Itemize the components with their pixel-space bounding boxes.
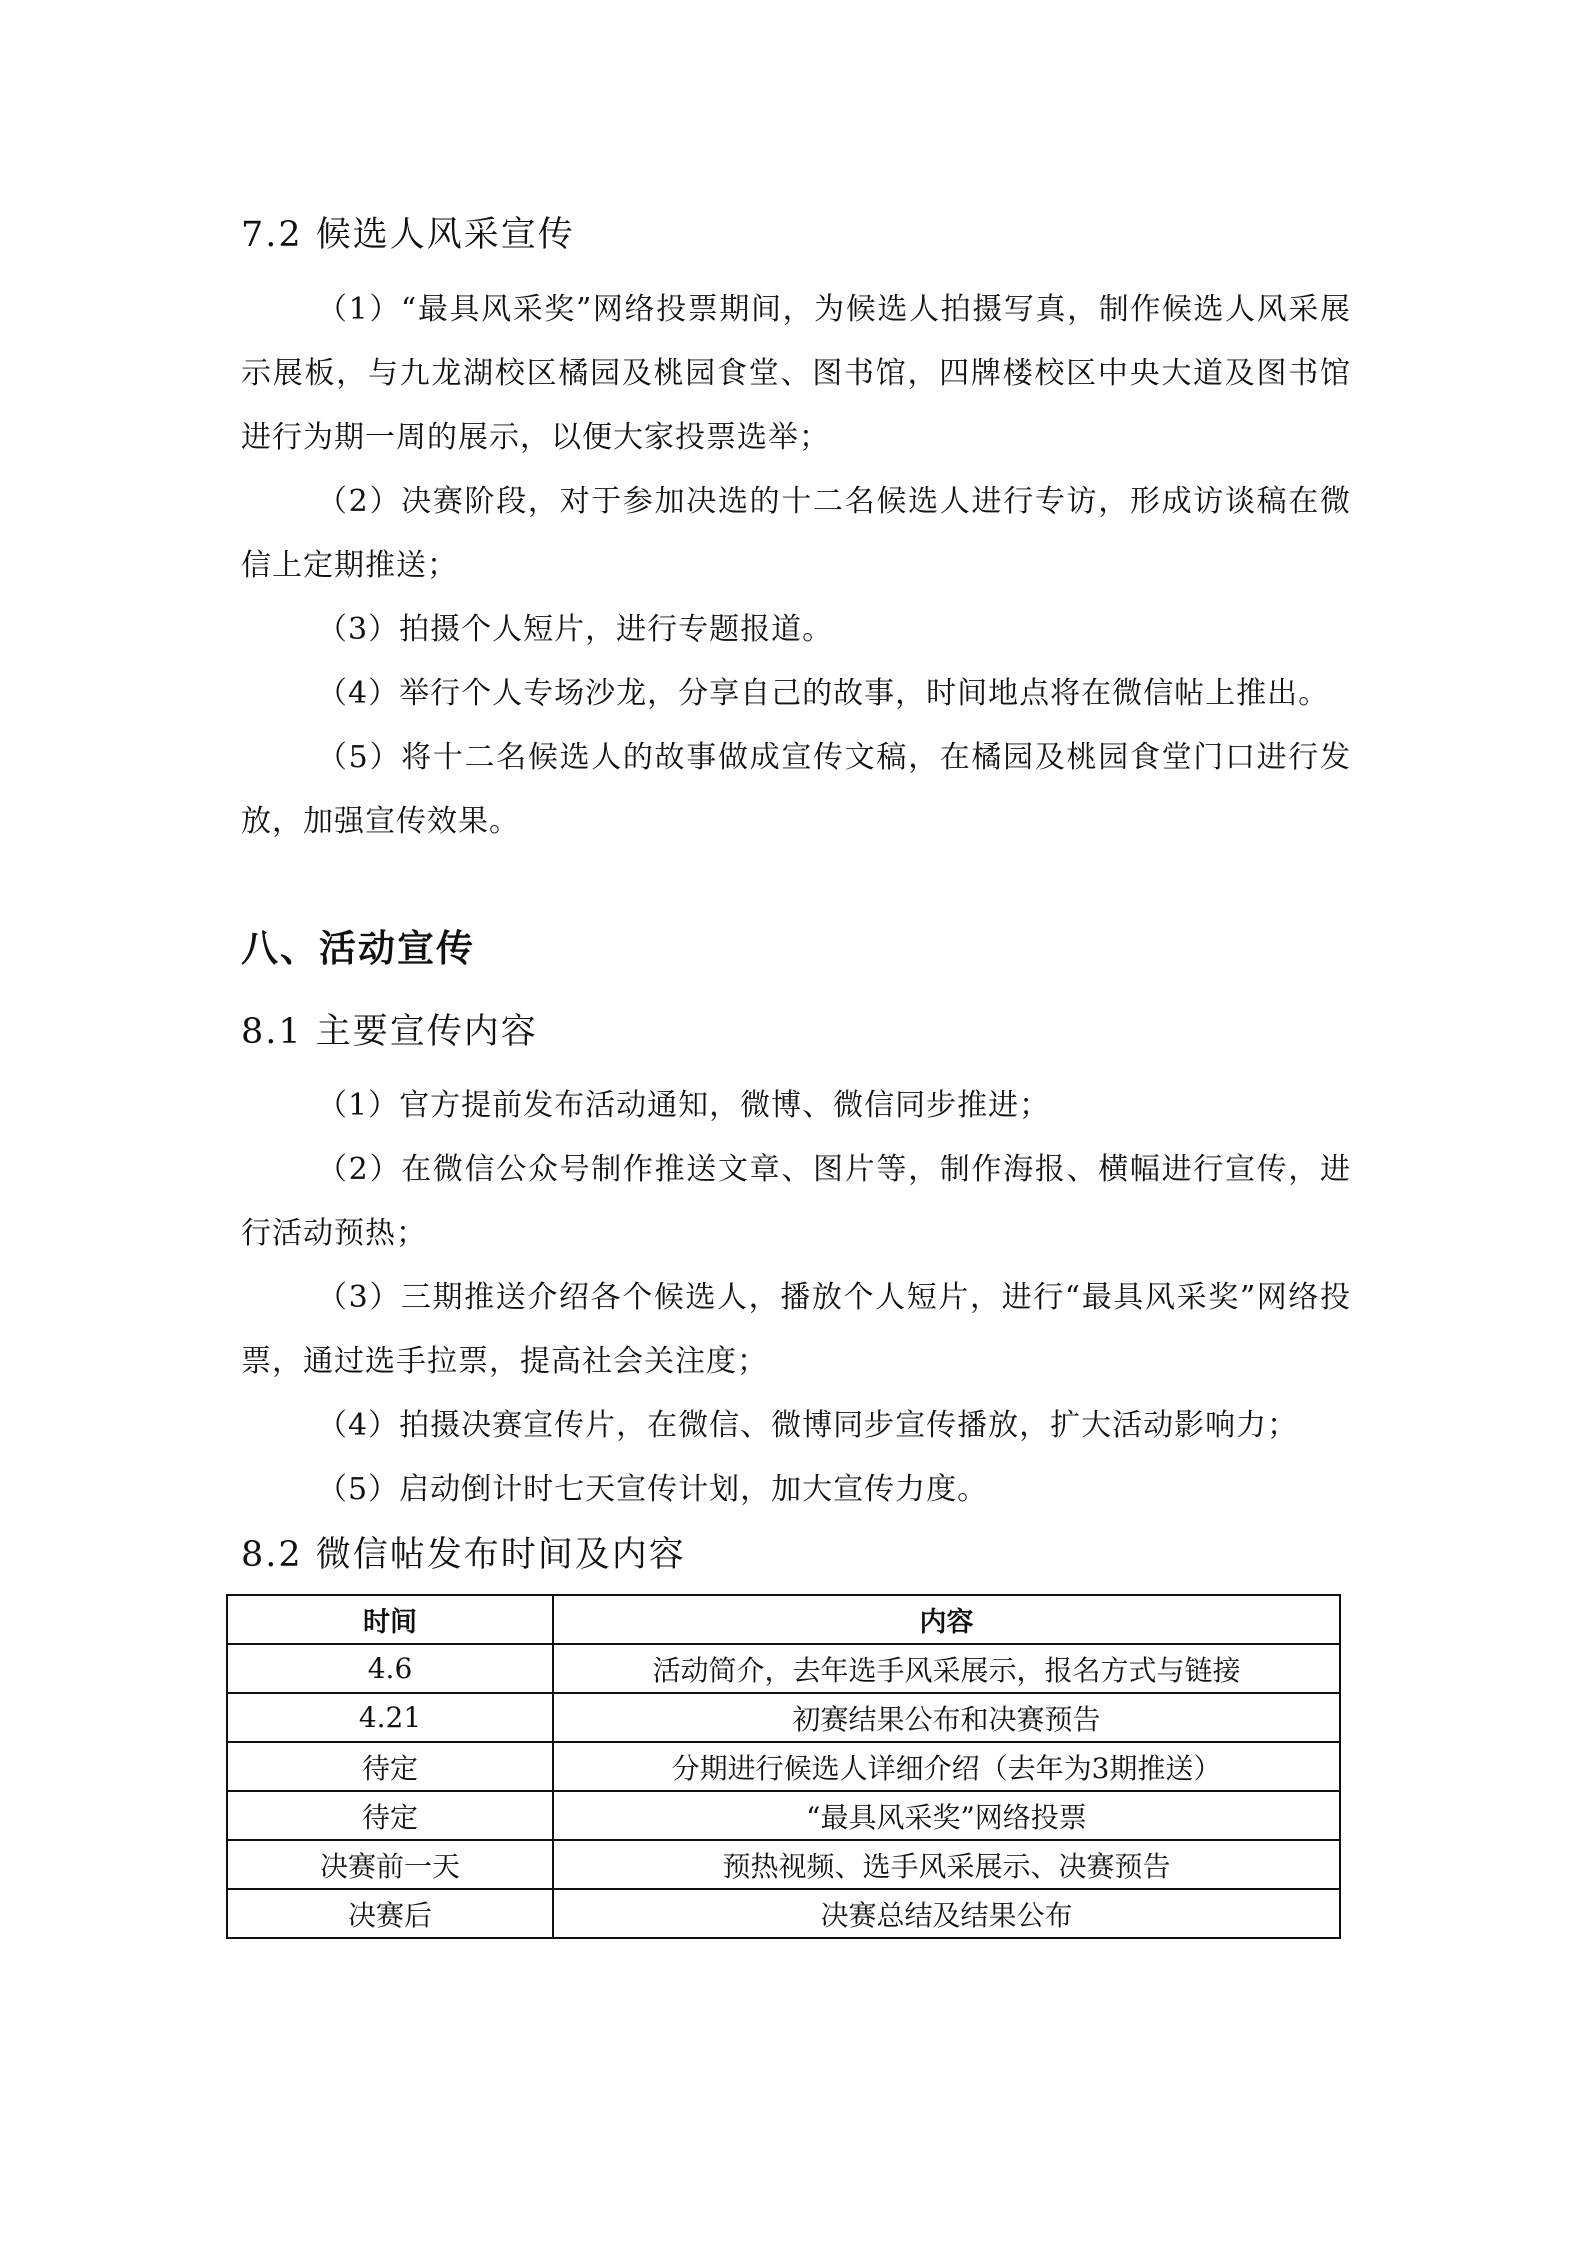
table-row: [227, 1644, 1340, 1693]
section-heading-8-2: 8.2 微信帖发布时间及内容: [241, 1535, 686, 1575]
table-cell-time: 待定: [227, 1791, 553, 1840]
paragraph-7-2-item-4: （4）举行个人专场沙龙，分享自己的故事，时间地点将在微信帖上推出。: [317, 676, 1330, 711]
paragraph-8-1-item-2: （2）在微信公众号制作推送文章、图片等，制作海报、横幅进行宣传，进行活动预热；: [241, 1152, 1351, 1251]
table-header-time: 时间: [227, 1595, 553, 1644]
table-row: [227, 1840, 1340, 1889]
paragraph-7-2-item-2: （2）决赛阶段，对于参加决选的十二名候选人进行专访，形成访谈稿在微信上定期推送；: [241, 484, 1351, 583]
section-heading-7-2: 7.2 候选人风采宣传: [241, 215, 575, 255]
table-row: [227, 1693, 1340, 1742]
table-row: [227, 1742, 1340, 1791]
table-cell-content: “最具风采奖”网络投票: [553, 1791, 1340, 1840]
paragraph-8-1-item-3: （3）三期推送介绍各个候选人，播放个人短片，进行“最具风采奖”网络投票，通过选手拉票，提高社会关注度；: [241, 1280, 1351, 1379]
wechat-post-schedule-table: [226, 1594, 1341, 1939]
paragraph-7-2-item-5: （5）将十二名候选人的故事做成宣传文稿，在橘园及桃园食堂门口进行发放，加强宣传效果。: [241, 740, 1351, 839]
paragraph-8-1-item-4: （4）拍摄决赛宣传片，在微信、微博同步宣传播放，扩大活动影响力；: [317, 1408, 1299, 1443]
paragraph-8-1-item-1: （1）官方提前发布活动通知，微博、微信同步推进；: [317, 1088, 1051, 1123]
table-header-content: 内容: [553, 1595, 1340, 1644]
table-cell-time: 4.21: [227, 1693, 553, 1742]
table-cell-time: 决赛后: [227, 1889, 553, 1938]
section-heading-8-1: 8.1 主要宣传内容: [241, 1012, 538, 1052]
section-heading-8: 八、活动宣传: [241, 927, 475, 970]
table-cell-content: 决赛总结及结果公布: [553, 1889, 1340, 1938]
paragraph-7-2-item-3: （3）拍摄个人短片，进行专题报道。: [317, 612, 834, 647]
table-cell-content: 活动简介，去年选手风采展示，报名方式与链接: [553, 1644, 1340, 1693]
table-cell-content: 分期进行候选人详细介绍（去年为3期推送）: [553, 1742, 1340, 1791]
paragraph-8-1-item-5: （5）启动倒计时七天宣传计划，加大宣传力度。: [317, 1472, 989, 1507]
table-cell-time: 决赛前一天: [227, 1840, 553, 1889]
table-row: [227, 1889, 1340, 1938]
table-header-row: [227, 1595, 1340, 1644]
table-row: [227, 1791, 1340, 1840]
table-cell-time: 待定: [227, 1742, 553, 1791]
paragraph-7-2-item-1: （1）“最具风采奖”网络投票期间，为候选人拍摄写真，制作候选人风采展示展板，与九龙湖校区橘园及桃园食堂、图书馆，四牌楼校区中央大道及图书馆进行为期一周的展示，以便大家投票选举；: [241, 292, 1351, 455]
table-cell-content: 预热视频、选手风采展示、决赛预告: [553, 1840, 1340, 1889]
table-cell-time: 4.6: [227, 1644, 553, 1693]
table-cell-content: 初赛结果公布和决赛预告: [553, 1693, 1340, 1742]
